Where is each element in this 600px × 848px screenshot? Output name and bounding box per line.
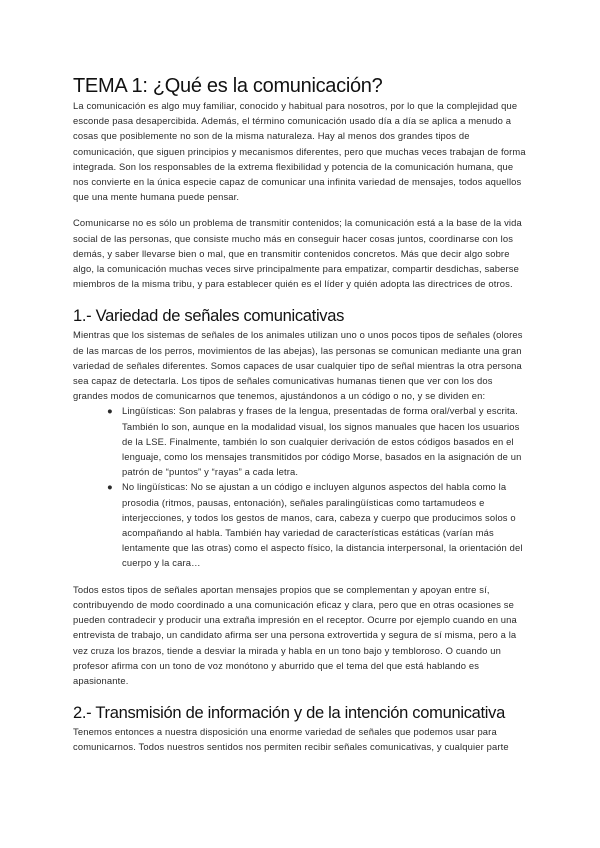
intro-paragraph-2: Comunicarse no es sólo un problema de transmitir contenidos; la comunicación está a la base de la vida social de las personas, que consiste mucho más en conseguir hacer cosas juntos, coordinarse con los demás, y saber llevarse bien o mal, que en transmitir contenidos concretos. Más que decir algo sobre algo, la comunicación muchas veces sirve principalmente para empatizar, compartir desdichas, saberse miembros de la misma tribu, y para establecer quién es el líder y quién adopta las directrices de otros. — [73, 217, 522, 290]
section-2-paragraph: Tenemos entonces a nuestra disposición una enorme variedad de señales que podemos usar para comunicarnos. Todos nuestros sentidos nos permiten recibir señales comunicativas, y cualquier parte — [73, 726, 509, 753]
signal-types-list — [73, 403, 530, 570]
section-1-paragraph: Mientras que los sistemas de señales de los animales utilizan uno o unos pocos tipos de señales (olores de las marcas de los perros, movimientos de las abejas), las personas se comunican mediante una gran variedad de señales diferentes. Somos capaces de usar cualquier tipo de señal mientras la otra persona sea capaz de detectarla. Los tipos de señales comunicativas humanas tienen que ver con los dos grandes modos de comunicarnos que tenemos, ajustándonos a un código o no, y se dividen en: — [73, 329, 523, 402]
list-item — [107, 403, 530, 479]
section-2-heading: 2.- Transmisión de información y de la intención comunicativa — [73, 704, 506, 723]
bullet-icon: ● — [107, 405, 113, 417]
bullet-icon: ● — [107, 481, 113, 493]
intro-paragraph-1: La comunicación es algo muy familiar, conocido y habitual para nosotros, por lo que la complejidad que esconde pasa desapercibida. Además, el término comunicación usado día a día se aplica a menudo a cosas que posiblemente no son de la misma naturaleza. Hay al menos dos grandes tipos de comunicación, que siguen principios y mecanismos diferentes, pero que muchas veces trabajan de forma integrada. Son los responsables de la extrema flexibilidad y potencia de la comunicación humana, que nos convierte en la única especie capaz de comunicar una infinita variedad de mensajes, todos aquellos que una mente humana puede pensar. — [73, 100, 526, 203]
list-item-text: No lingüísticas: No se ajustan a un código e incluyen algunos aspectos del habla como la prosodia (ritmos, pausas, entonación), señales paralingüísticas como tartamudeos e interjecciones, y todos los gestos de manos, cara, cabeza y cuerpo que producimos solos o acompañando al habla. También hay variedad de características estáticas (varían más lentamente que las otras) como el aspecto físico, la distancia interpersonal, la orientación del cuerpo y la cara… — [122, 481, 523, 569]
list-item-text: Lingüísticas: Son palabras y frases de la lengua, presentadas de forma oral/verbal y escrita. También lo son, aunque en la modalidad visual, los signos manuales que hacen los usuarios de la LSE. Finalmente, también lo son cualquier derivación de estos códigos basados en el lenguaje, como los mensajes transmitidos por código Morse, basados en la asignación de un patrón de “puntos” y “rayas” a cada letra. — [122, 405, 522, 478]
page-title: TEMA 1: ¿Qué es la comunicación? — [73, 75, 383, 97]
section-1-heading: 1.- Variedad de señales comunicativas — [73, 307, 345, 326]
list-item — [107, 479, 530, 570]
section-1-closing-paragraph: Todos estos tipos de señales aportan mensajes propios que se complementan y apoyan entre sí, contribuyendo de modo coordinado a una comunicación eficaz y clara, pero que en otras ocasiones se pueden contradecir y producir una extraña impresión en el receptor. Ocurre por ejemplo cuando en una entrevista de trabajo, un candidato afirma ser una persona extrovertida y segura de sí misma, pero a la vez cruza los brazos, tiende a desviar la mirada y habla en un tono bajo y tembloroso. O cuando un profesor afirma con un tono de voz monótono y aburrido que el tema del que está hablando es apasionante. — [73, 583, 517, 686]
